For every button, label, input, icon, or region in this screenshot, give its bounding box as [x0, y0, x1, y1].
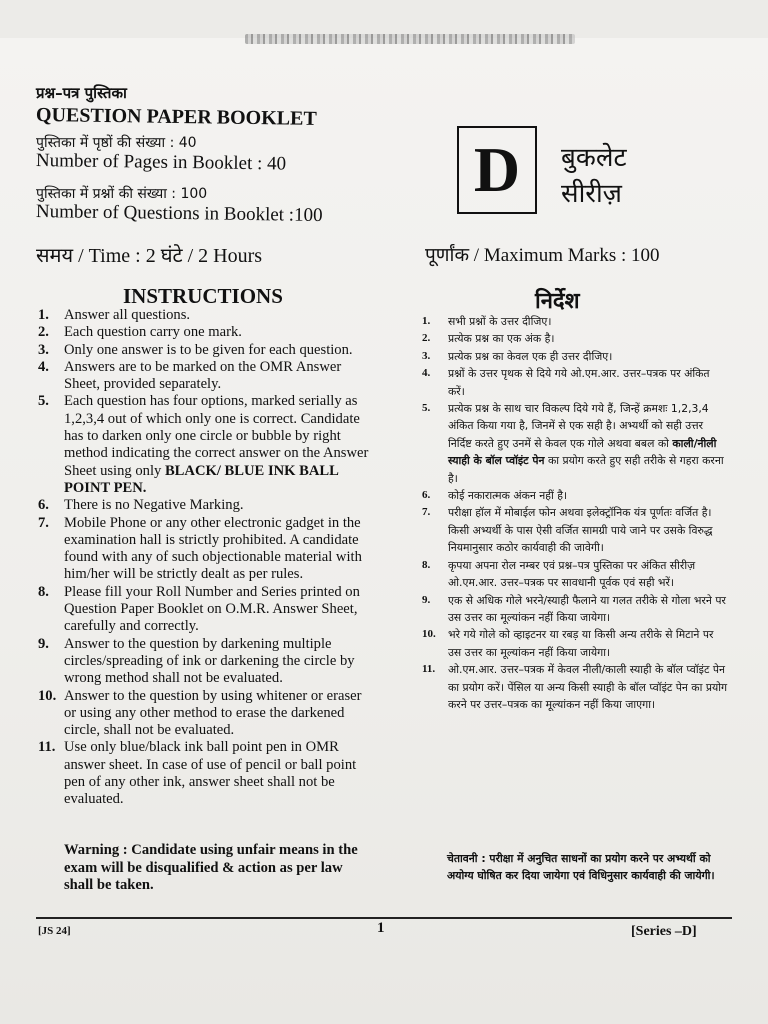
maximum-marks: पूर्णांक / Maximum Marks : 100: [425, 245, 660, 266]
torn-edge: [245, 34, 575, 44]
series-letter: D: [473, 134, 521, 205]
list-item: 8. Please fill your Roll Number and Series printed on Question Paper Booklet on O.M.R. Answer Sheet, carefully and correctly.: [38, 583, 360, 635]
series-box: [457, 126, 537, 214]
instructions-heading-hindi: निर्देश: [535, 289, 580, 314]
list-item: 6. कोई नकारात्मक अंकन नहीं है।: [422, 489, 568, 503]
list-item: 11. ओ.एम.आर. उत्तर–पत्रक में केवल नीली/काली स्याही के बॉल प्वॉइंट पेन का प्रयोग करें। पेंसिल या अन्य किसी स्याही के बॉल प्वॉइंट पेन का प्रयोग करने पर उत्तर–पत्रक का मूल्यांकन नहीं किया जाएगा।: [422, 663, 728, 711]
instructions-list: [38, 307, 372, 809]
pages-count-hindi: पुस्तिका में पृष्ठों की संख्या : 40: [36, 135, 197, 151]
warning-text: Warning : Candidate using unfair means in the exam will be disqualified & action as per law shall be taken.: [64, 842, 358, 893]
series-footer: [Series –D]: [631, 924, 697, 939]
pages-count: Number of Pages in Booklet : 40: [35, 150, 287, 175]
list-item: 11. Use only blue/black ink ball point pen in OMR answer sheet. In case of use of pencil or ball point pen of any other ink, answer sheet shall not be evaluated.: [38, 739, 357, 808]
list-item: 5. Each question has four options, marked serially as 1,2,3,4 out of which only one is correct. Candidate has to darken only one circle or bubble by right method indicating the correct answer on the Answer Sheet using only BLACK/ BLUE INK BALL POINT PEN.: [38, 393, 369, 496]
list-item: 5. प्रत्येक प्रश्न के साथ चार विकल्प दिये गये हैं, जिन्हें क्रमशः 1,2,3,4 अंकित किया गया है, जिनमें से एक सही है। अभ्यर्थी को सही उत्तर निर्दिष्ट करते हुए उनमें से केवल एक गोले अथवा बबल को काली/नीली स्याही के बॉल प्वॉइंट पेन का प्रयोग करते हुए सही तरीके से गहरा करना है।: [422, 402, 724, 485]
instructions-list-hindi: [422, 313, 728, 713]
list-item: 3. Only one answer is to be given for each question.: [38, 341, 353, 358]
footer-divider: [36, 917, 732, 919]
warning-text-hindi: चेतावनी : परीक्षा में अनुचित साधनों का प्रयोग करने पर अभ्यर्थी को अयोग्य घोषित कर दिया जायेगा एवं विधिनुसार कार्यवाही की जायेगी।: [447, 852, 715, 882]
booklet-title: QUESTION PAPER BOOKLET: [35, 104, 317, 130]
questions-count: Number of Questions in Booklet :100: [35, 201, 323, 227]
paper-code: [JS 24]: [38, 925, 71, 937]
booklet-title-hindi: प्रश्न–पत्र पुस्तिका: [36, 84, 127, 102]
list-item: 4. Answers are to be marked on the OMR Answer Sheet, provided separately.: [38, 358, 342, 393]
list-item: 2. प्रत्येक प्रश्न का एक अंक है।: [422, 332, 555, 346]
list-item: 10. Answer to the question by using whitener or eraser or using any other method to erase the darkened circle, shall not be evaluated.: [38, 687, 362, 739]
list-item: 4. प्रश्नों के उत्तर पृथक से दिये गये ओ.एम.आर. उत्तर–पत्रक पर अंकित करें।: [422, 367, 710, 398]
list-item: 1. Answer all questions.: [38, 307, 191, 323]
list-item: 8. कृपया अपना रोल नम्बर एवं प्रश्न–पत्र पुस्तिका पर अंकित सीरीज़ ओ.एम.आर. उत्तर–पत्रक पर सावधानी पूर्वक एवं सही भरें।: [422, 558, 696, 590]
series-label-line2: सीरीज़: [561, 179, 622, 209]
list-item: 2. Each question carry one mark.: [38, 324, 242, 341]
list-item: 9. एक से अधिक गोले भरने/स्याही फैलाने या गलत तरीके से गोला भरने पर उस उत्तर का मूल्यांकन नहीं किया जायेगा।: [422, 593, 726, 624]
list-item: 10. भरे गये गोले को व्हाइटनर या रबड़ या किसी अन्य तरीके से मिटाने पर उस उत्तर का मूल्यांकन नहीं किया जायेगा।: [422, 628, 714, 659]
questions-count-hindi: पुस्तिका में प्रश्नों की संख्या : 100: [36, 186, 208, 202]
list-item: 3. प्रत्येक प्रश्न का केवल एक ही उत्तर दीजिए।: [422, 349, 613, 363]
list-item: 9. Answer to the question by darkening multiple circles/spreading of ink or darkening the circle by wrong method shall not be evaluated.: [38, 635, 355, 687]
series-label-line1: बुकलेट: [561, 143, 627, 173]
list-item: 7. परीक्षा हॉल में मोबाईल फोन अथवा इलेक्ट्रॉनिक यंत्र पूर्णतः वर्जित है। किसी अभ्यर्थी के पास ऐसी वर्जित सामग्री पाये जाने पर उसके विरुद्ध नियमानुसार कठोर कार्यवाही की जावेगी।: [422, 506, 713, 555]
page-number: 1: [377, 920, 385, 936]
list-item: 7. Mobile Phone or any other electronic gadget in the examination hall is strictly prohibited. A candidate found with any of such objectionable material with him/her will be strictly dealt as per rules.: [38, 514, 362, 583]
exam-time: समय / Time : 2 घंटे / 2 Hours: [36, 245, 263, 267]
list-item: 1. सभी प्रश्नों के उत्तर दीजिए।: [422, 315, 552, 328]
list-item: 6. There is no Negative Marking.: [38, 497, 244, 514]
instructions-heading: INSTRUCTIONS: [123, 284, 283, 308]
